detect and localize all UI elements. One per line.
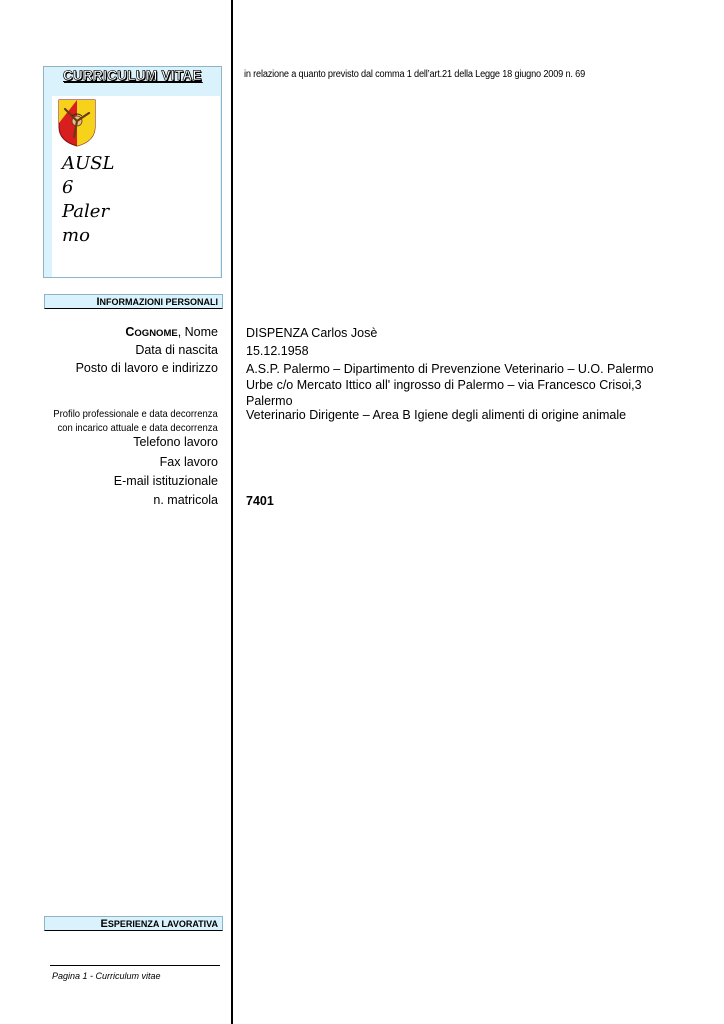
section-personal-first: I — [96, 296, 100, 308]
label-profile — [54, 407, 218, 435]
nome-suffix: , Nome — [177, 325, 218, 339]
footer-divider — [50, 965, 220, 966]
cognome-rest: OGNOME — [134, 328, 178, 339]
value-profile: Veterinario Dirigente – Area B Igiene degli alimenti di origine animale — [246, 408, 627, 422]
label-phone: Telefono lavoro — [133, 435, 218, 449]
logo-text-line: Paler — [62, 201, 110, 222]
cognome-first: C — [125, 325, 135, 339]
section-experience-first: E — [100, 918, 108, 930]
label-workplace: Posto di lavoro e indirizzo — [75, 361, 218, 375]
logo-area — [52, 96, 220, 277]
label-email: E-mail istituzionale — [113, 474, 218, 488]
value-name: DISPENZA Carlos Josè — [246, 326, 378, 340]
sicily-coat-of-arms-icon — [58, 99, 96, 147]
section-personal-info — [44, 294, 223, 309]
intro-text: in relazione a quanto previsto dal comma 1 dell’art.21 della Legge 18 giugno 2009 n. 69 — [244, 69, 586, 80]
label-fax: Fax lavoro — [159, 455, 218, 469]
label-profile-line-2: con incarico attuale e data decorrenza — [57, 422, 218, 434]
ausl-logo-text — [62, 152, 114, 248]
footer-page-label: Pagina 1 - Curriculum vitae — [52, 971, 161, 981]
cv-title-bar — [44, 67, 221, 96]
cv-header-box — [43, 66, 222, 278]
column-divider — [231, 0, 233, 1024]
label-matricola: n. matricola — [153, 493, 218, 507]
label-cognome-nome — [125, 325, 218, 339]
label-profile-line-1: Profilo professionale e data decorrenza — [53, 408, 218, 420]
logo-text-line: 6 — [62, 177, 74, 198]
logo-text-line: AUSL — [62, 153, 115, 174]
section-work-experience — [44, 916, 223, 931]
value-workplace: A.S.P. Palermo – Dipartimento di Prevenzione Veterinario – U.O. Palermo Urbe c/o Mercato Ittico all' ingrosso di Palermo – via Francesco Crisoi,3 Palermo — [246, 362, 654, 408]
section-personal-rest: NFORMAZIONI PERSONALI — [99, 297, 218, 307]
label-birth-date: Data di nascita — [135, 343, 218, 357]
logo-text-line: mo — [62, 225, 90, 246]
cv-title: CURRICULUM VITAE — [63, 68, 202, 83]
value-matricola: 7401 — [246, 494, 274, 508]
section-experience-rest: SPERIENZA LAVORATIVA — [107, 919, 218, 929]
value-birth-date: 15.12.1958 — [246, 344, 309, 358]
